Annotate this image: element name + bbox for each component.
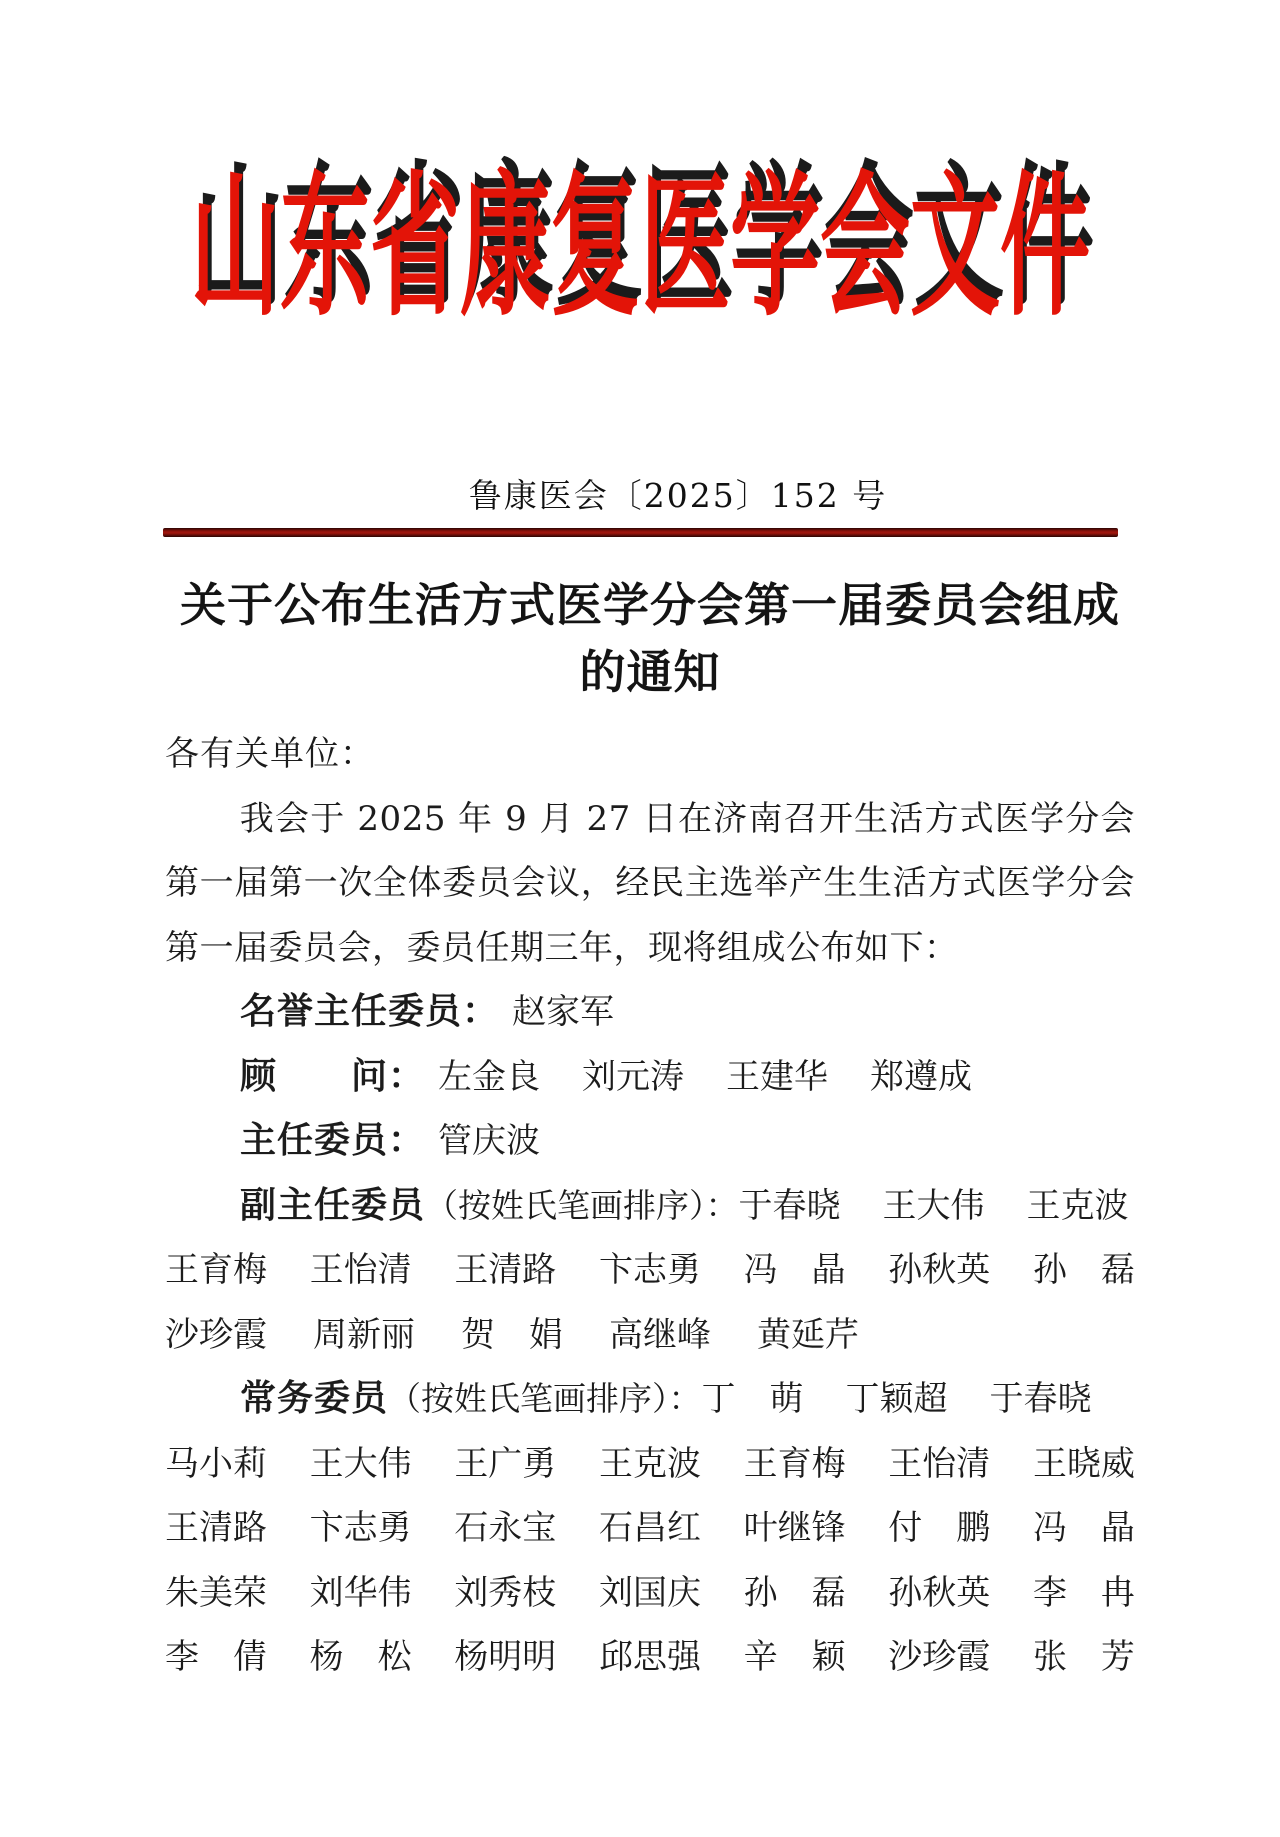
chairman-names: [438, 1109, 540, 1174]
person-name: 张 芳: [1032, 1637, 1135, 1677]
person-name: 李 倩: [165, 1637, 267, 1677]
role-label-vice-chairmen: 副主任委员: [240, 1184, 426, 1226]
person-name: 沙珍霞: [888, 1637, 991, 1677]
person-name: 朱美荣: [165, 1572, 267, 1613]
person-name: 王晓威: [1032, 1443, 1135, 1484]
person-name: 孙 磊: [743, 1572, 846, 1613]
person-name: 丁 萌: [701, 1379, 804, 1419]
person-name: 王大伟: [309, 1443, 412, 1484]
role-colon: ：: [462, 991, 499, 1032]
sort-note: （按姓氏笔画排序）：: [425, 1185, 739, 1225]
person-name: 左金良: [438, 1056, 541, 1097]
person-name: 叶继锋: [743, 1508, 846, 1548]
person-name: 李 冉: [1032, 1572, 1135, 1613]
document-number: 鲁康医会〔2025〕152 号: [468, 476, 888, 515]
person-name: 王大伟: [882, 1185, 985, 1226]
role-line-vice-chairmen: [165, 1174, 1135, 1239]
person-name: 刘国庆: [598, 1572, 701, 1613]
person-name: 付 鹏: [888, 1508, 991, 1548]
org-letterhead-title: 山东省康复医学会文件: [190, 155, 1090, 339]
person-name: 卞志勇: [598, 1250, 701, 1290]
person-name: 管庆波: [438, 1121, 541, 1161]
person-name: 辛 颖: [743, 1637, 846, 1677]
person-name: 孙秋英: [888, 1250, 991, 1290]
salutation: 各有关单位：: [165, 734, 375, 774]
red-divider-line: [163, 528, 1118, 537]
role-line-honorary-chairman: [165, 980, 1135, 1045]
role-label-advisors: 顾 问: [240, 1055, 389, 1097]
honorary-chairman-names: [512, 980, 614, 1045]
person-name: 王清路: [454, 1250, 557, 1290]
person-name: 石永宝: [454, 1508, 557, 1548]
vice-chairmen-names-line3: [165, 1303, 1135, 1368]
sort-note: （按姓氏笔画排序）：: [388, 1379, 702, 1418]
person-name: 王建华: [726, 1056, 829, 1097]
person-name: 孙秋英: [888, 1572, 991, 1613]
person-name: 冯 晶: [743, 1250, 846, 1290]
person-name: 孙 磊: [1032, 1250, 1135, 1290]
person-name: 王广勇: [454, 1443, 557, 1484]
role-label-chairman: 主任委员: [240, 1120, 389, 1161]
person-name: 石昌红: [598, 1508, 701, 1548]
role-label-honorary-chairman: 名誉主任委员: [240, 991, 463, 1032]
person-name: 黄延芹: [757, 1314, 859, 1355]
person-name: 高继峰: [609, 1314, 711, 1355]
person-name: 王清路: [165, 1508, 267, 1548]
person-name: 丁颖超: [845, 1379, 948, 1419]
standing-committee-names-line4: [165, 1561, 1135, 1626]
standing-committee-names-line3: [165, 1496, 1135, 1561]
vice-chairmen-names-line2: [165, 1238, 1135, 1303]
intro-paragraph: 我会于 2025 年 9 月 27 日在济南召开生活方式医学分会第一届第一次全体委员会议，经民主选举产生生活方式医学分会第一届委员会，委员任期三年，现将组成公布如下：: [165, 798, 1135, 968]
role-line-advisors: [165, 1045, 1135, 1110]
document-title: [165, 572, 1135, 706]
person-name: 杨明明: [454, 1637, 557, 1677]
person-name: 赵家军: [512, 992, 615, 1032]
vice-chairmen-names-line1: [739, 1174, 1129, 1239]
person-name: 王育梅: [743, 1443, 846, 1484]
standing-committee-names-line5: [165, 1625, 1135, 1690]
document-body: [165, 722, 1135, 1690]
person-name: 于春晓: [989, 1379, 1092, 1419]
role-colon: ：: [388, 1055, 425, 1097]
person-name: 王怡清: [888, 1443, 991, 1484]
person-name: 刘华伟: [309, 1572, 412, 1613]
person-name: 卞志勇: [309, 1508, 412, 1548]
person-name: 王克波: [1026, 1185, 1129, 1226]
person-name: 冯 晶: [1032, 1508, 1135, 1548]
role-colon: ：: [388, 1120, 425, 1161]
person-name: 马小莉: [165, 1443, 267, 1484]
person-name: 周新丽: [313, 1314, 415, 1355]
person-name: 王克波: [598, 1443, 701, 1484]
person-name: 杨 松: [309, 1637, 412, 1677]
person-name: 刘元涛: [582, 1056, 685, 1097]
person-name: 王育梅: [165, 1250, 267, 1290]
person-name: 刘秀枝: [454, 1572, 557, 1613]
standing-committee-names-line2: [165, 1432, 1135, 1497]
person-name: 于春晓: [738, 1185, 841, 1226]
role-line-chairman: [165, 1109, 1135, 1174]
role-line-standing-committee: [165, 1367, 1135, 1432]
document-title-line-1: 关于公布生活方式医学分会第一届委员会组成: [180, 578, 1120, 632]
document-title-line-2: 的通知: [579, 645, 721, 699]
advisor-names: [438, 1045, 972, 1110]
person-name: 贺 娟: [461, 1314, 563, 1355]
person-name: 王怡清: [309, 1250, 412, 1290]
standing-committee-names-line1: [702, 1367, 1092, 1432]
person-name: 沙珍霞: [165, 1314, 267, 1355]
role-label-standing-committee: 常务委员: [240, 1378, 389, 1419]
person-name: 邱思强: [598, 1637, 701, 1677]
person-name: 郑遵成: [870, 1056, 973, 1097]
